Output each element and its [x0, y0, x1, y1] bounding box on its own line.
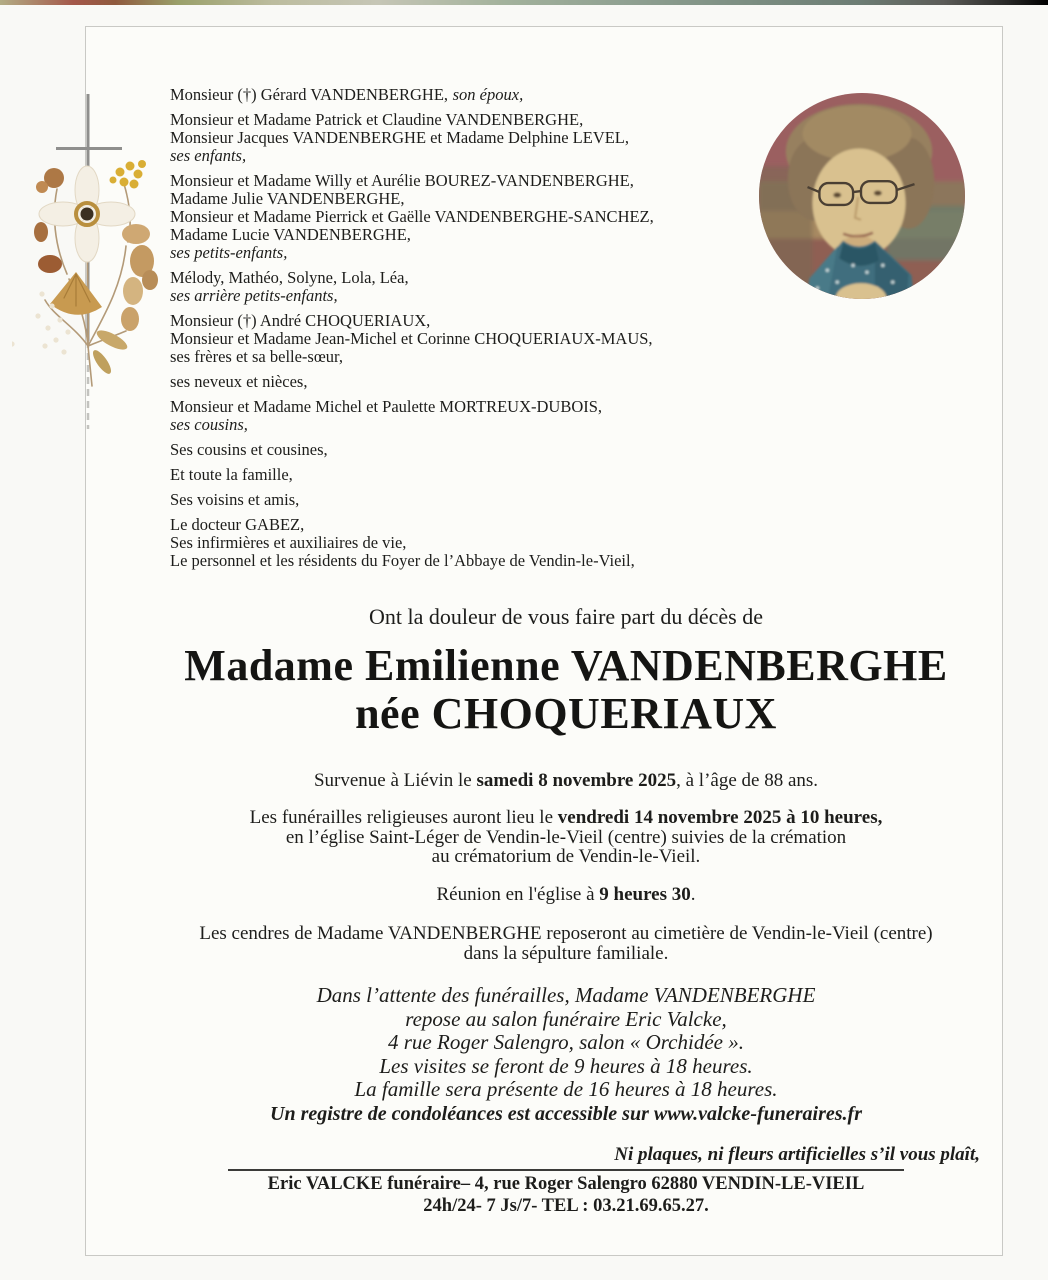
family-group-children	[170, 111, 750, 165]
condolence-register-line: Un registre de condoléances est accessible sur www.valcke-funeraires.fr	[270, 1103, 862, 1125]
funeral-line: en l’église Saint-Léger de Vendin-le-Vieil (centre) suivies de la crémation	[285, 826, 847, 848]
family-line: Madame Lucie VANDENBERGHE,	[170, 225, 411, 244]
relation-label: ses petits-enfants,	[170, 243, 288, 262]
family-group-other-cousins	[170, 441, 750, 459]
family-group-caregivers	[170, 516, 750, 570]
family-line: Monsieur (†) André CHOQUERIAUX,	[170, 311, 431, 330]
family-line: Monsieur Jacques VANDENBERGHE et Madame Delphine LEVEL,	[170, 128, 630, 147]
relation-label: ses arrière petits-enfants,	[170, 286, 338, 305]
footer-divider	[228, 1169, 904, 1171]
family-line: Monsieur et Madame Pierrick et Gaëlle VANDENBERGHE-SANCHEZ,	[170, 207, 654, 226]
ashes-line: Les cendres de Madame VANDENBERGHE reposeront au cimetière de Vendin-le-Vieil (centre)	[199, 923, 933, 944]
deceased-name-block	[130, 642, 1002, 738]
death-info-line: Survenue à Liévin le samedi 8 novembre 2025, à l’âge de 88 ans.	[313, 770, 819, 791]
family-group-whole-family	[170, 466, 750, 484]
family-line: Madame Julie VANDENBERGHE,	[170, 189, 405, 208]
reunion-time: 9 heures 30	[599, 884, 691, 905]
family-line: Le personnel et les résidents du Foyer de l’Abbaye de Vendin-le-Vieil,	[170, 551, 635, 570]
deceased-name: Madame Emilienne VANDENBERGHE	[184, 641, 948, 690]
funeral-home-phone: 24h/24- 7 Js/7- TEL : 03.21.69.65.27.	[423, 1196, 709, 1216]
family-line	[170, 86, 750, 104]
family-line: Monsieur et Madame Patrick et Claudine VANDENBERGHE,	[170, 110, 584, 129]
relation-label: ses enfants,	[170, 146, 247, 165]
funeral-home-address: Eric VALCKE funéraire– 4, rue Roger Salengro 62880 VENDIN-LE-VIEIL	[267, 1174, 865, 1194]
funeral-info	[130, 808, 1002, 867]
family-line: Monsieur et Madame Willy et Aurélie BOUREZ-VANDENBERGHE,	[170, 171, 634, 190]
repose-line: 4 rue Roger Salengro, salon « Orchidée ».	[388, 1030, 744, 1054]
deceased-maiden-name: née CHOQUERIAUX	[355, 689, 777, 738]
portrait-photo	[758, 92, 966, 300]
family-group-grandchildren	[170, 172, 750, 262]
dried-flowers-icon	[12, 160, 158, 386]
repose-line: La famille sera présente de 16 heures à 18 heures.	[354, 1077, 778, 1101]
family-line: Ses cousins et cousines,	[170, 440, 328, 459]
ashes-line: dans la sépulture familiale.	[463, 942, 669, 964]
family-member: Monsieur (†) Gérard VANDENBERGHE,	[170, 85, 449, 104]
repose-line: repose au salon funéraire Eric Valcke,	[405, 1006, 727, 1031]
funeral-line: Les funérailles religieuses auront lieu le vendredi 14 novembre 2025 à 10 heures,	[249, 807, 883, 828]
family-group-neighbours	[170, 491, 750, 509]
relation-label: ses frères et sa belle-sœur,	[170, 347, 343, 366]
funeral-datetime: vendredi 14 novembre 2025 à 10 heures,	[557, 807, 883, 828]
family-line: Ses voisins et amis,	[170, 490, 300, 509]
family-list	[170, 86, 750, 577]
ashes-info	[130, 924, 1002, 963]
family-line: Et toute la famille,	[170, 465, 293, 484]
repose-info	[130, 984, 1002, 1102]
family-group-spouse	[170, 86, 750, 104]
reunion-line: Réunion en l'église à 9 heures 30.	[436, 884, 696, 905]
family-line: Monsieur et Madame Michel et Paulette MORTREUX-DUBOIS,	[170, 397, 603, 416]
relation-label: ses neveux et nièces,	[170, 372, 308, 391]
no-flowers-line: Ni plaques, ni fleurs artificielles s’il vous plaît,	[614, 1144, 980, 1165]
death-date: samedi 8 novembre 2025	[476, 770, 677, 791]
cross-and-flowers-icon	[12, 84, 177, 444]
repose-line: Les visites se feront de 9 heures à 18 heures.	[379, 1053, 753, 1078]
family-line: Mélody, Mathéo, Solyne, Lola, Léa,	[170, 268, 409, 287]
funeral-line: au crématorium de Vendin-le-Vieil.	[431, 846, 701, 867]
family-group-siblings	[170, 312, 750, 366]
family-line: Monsieur et Madame Jean-Michel et Corinne CHOQUERIAUX-MAUS,	[170, 329, 653, 348]
family-group-great-grandchildren	[170, 269, 750, 305]
scan-edge-strip	[0, 0, 1048, 5]
announcement-line: Ont la douleur de vous faire part du décès de	[368, 604, 764, 629]
repose-line: Dans l’attente des funérailles, Madame VANDENBERGHE	[316, 983, 816, 1007]
family-line: Ses infirmières et auxiliaires de vie,	[170, 533, 407, 552]
family-group-cousins	[170, 398, 750, 434]
family-line: Le docteur GABEZ,	[170, 515, 305, 534]
family-group-nephews	[170, 373, 750, 391]
relation-label: ses cousins,	[170, 415, 248, 434]
relation-label: son époux,	[452, 85, 524, 104]
